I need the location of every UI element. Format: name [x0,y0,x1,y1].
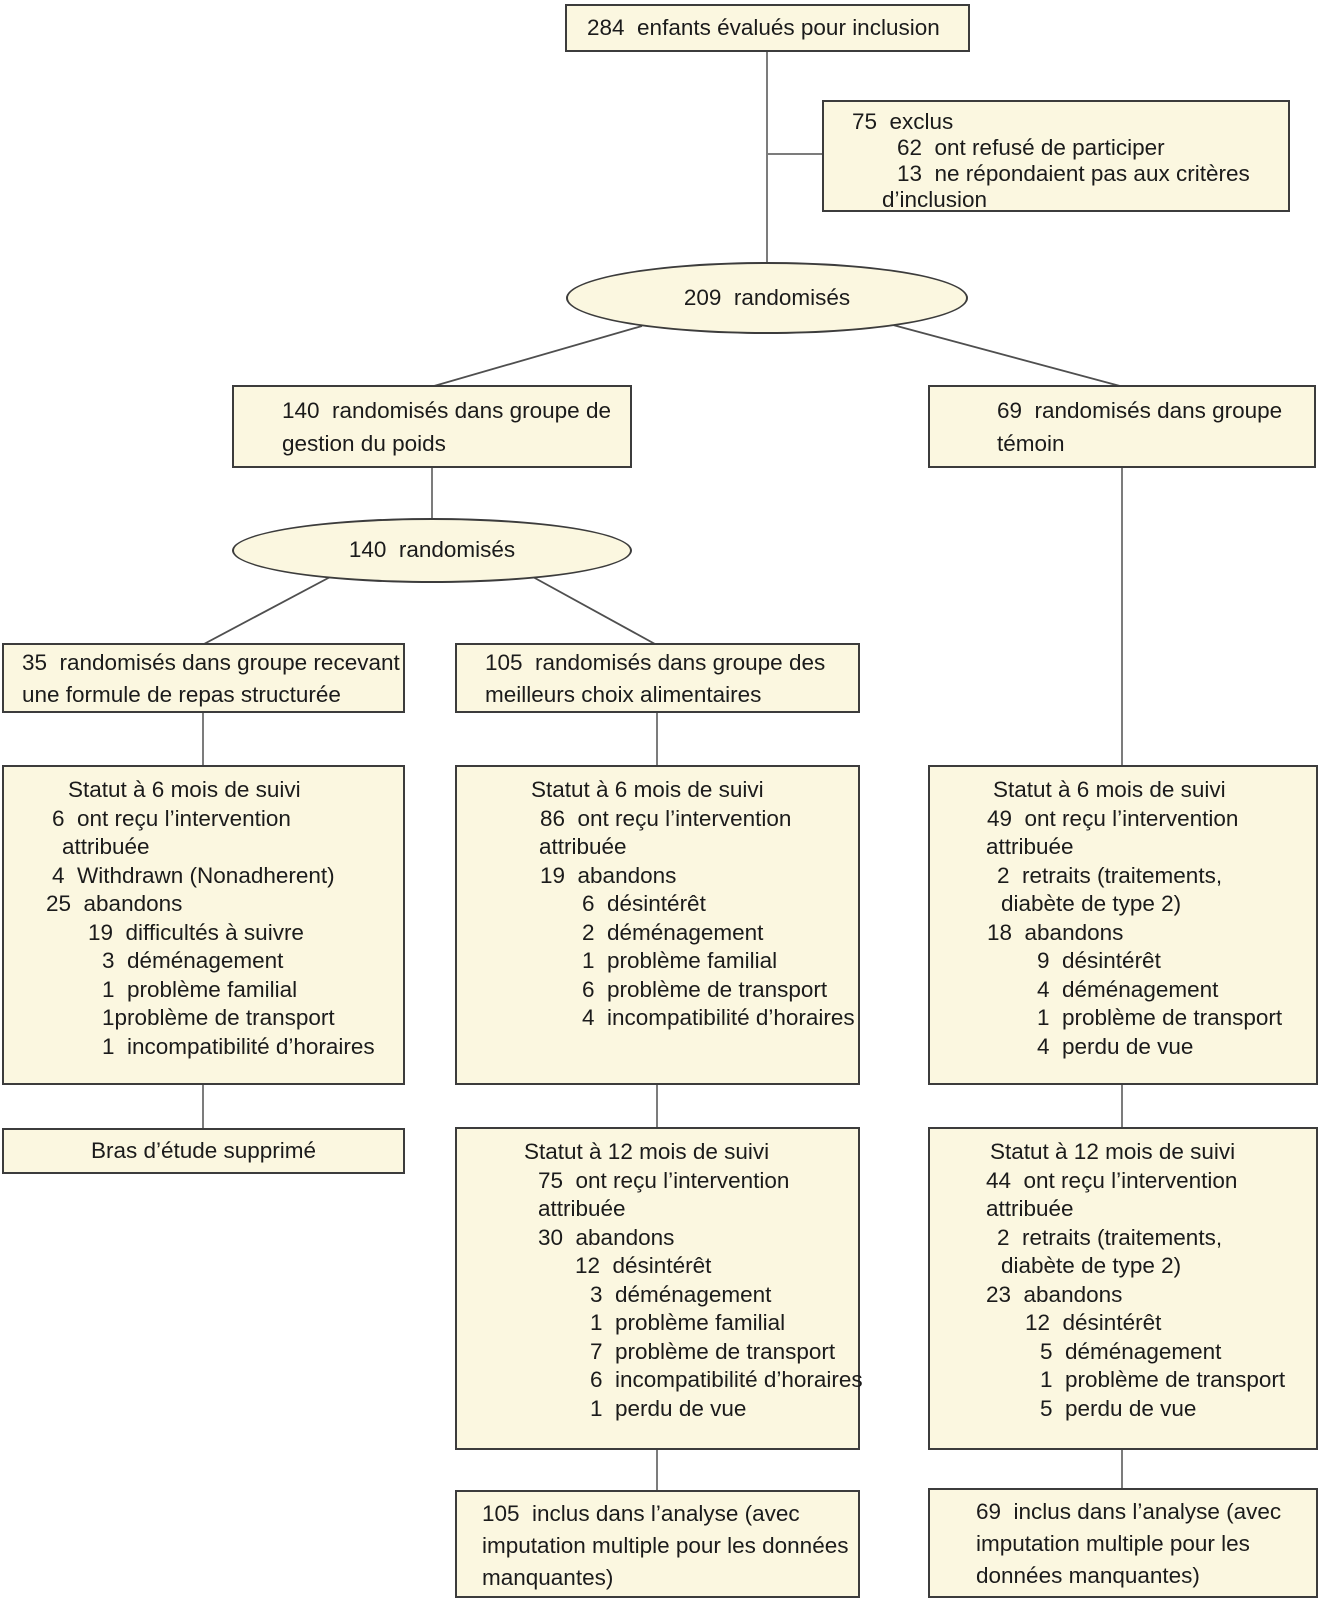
box-line: 75 exclus [852,109,954,134]
box-line: 3 déménagement [102,948,284,973]
node-status12-food [455,1127,863,1450]
box-line: 1 problème de transport [1037,1005,1283,1030]
node-structured-meal-group [2,643,405,713]
node-excluded [822,100,1290,212]
box-line: 25 abandons [46,891,183,916]
node-status6-control [928,765,1318,1085]
box-line: Statut à 6 mois de suivi [68,777,301,802]
box-line: 44 ont reçu l’intervention [986,1167,1238,1193]
box-line: 4 incompatibilité d’horaires [582,1005,855,1030]
box-line: attribuée [539,834,627,859]
connector-food-status6 [656,713,658,765]
box-line: 75 ont reçu l’intervention [538,1167,790,1193]
connector-status6-status12-food [656,1085,658,1127]
box-line: 30 abandons [538,1224,675,1250]
box-line: 105 randomisés dans groupe des [485,650,826,675]
box-line: diabète de type 2) [1001,891,1182,916]
box-line: attribuée [538,1196,626,1221]
node-randomized-weight [232,518,632,583]
box-line: gestion du poids [282,431,446,456]
diagonal-randomized140-meal [204,576,332,644]
node-analysis-control [928,1488,1318,1598]
connector-status12-analysis-food [656,1450,658,1490]
box-line: Statut à 6 mois de suivi [531,777,764,802]
box-line: manquantes) [482,1565,614,1590]
box-line: 2 retraits (traitements, [997,862,1223,888]
node-best-food-group [455,643,860,713]
box-line: 6 incompatibilité d’horaires [590,1367,863,1392]
box-line: une formule de repas structurée [22,682,341,707]
connector-control-status6 [1121,468,1123,765]
box-line: 1 problème familial [102,976,298,1002]
node-status6-meal [2,765,405,1085]
box-line: Statut à 12 mois de suivi [524,1139,770,1164]
box-line: attribuée [62,834,150,859]
node-randomized-weight-text: 140 randomisés [348,537,516,563]
box-line: 62 ont refusé de participer [897,135,1165,160]
connector-status12-analysis-control [1121,1450,1123,1488]
box-line: d’inclusion [882,187,988,212]
box-line: 35 randomisés dans groupe recevant [22,650,400,675]
box-line: imputation multiple pour les [976,1531,1250,1556]
box-line: diabète de type 2) [1001,1253,1182,1278]
box-line: 18 abandons [987,919,1124,945]
node-weight-mgmt-group [232,385,632,468]
node-control-group [928,385,1316,468]
box-line: attribuée [986,1196,1074,1221]
node-assessed [565,4,970,52]
box-line: 1 problème de transport [1040,1367,1286,1392]
box-line: Statut à 12 mois de suivi [990,1139,1236,1164]
node-status6-food [455,765,860,1085]
node-analysis-food [455,1490,860,1598]
box-line: 4 perdu de vue [1037,1033,1194,1059]
box-line: 1 problème familial [590,1310,786,1335]
box-line: 3 déménagement [590,1281,772,1307]
box-line: Statut à 6 mois de suivi [993,777,1226,802]
box-line: 1problème de transport [102,1005,335,1030]
box-line: 23 abandons [986,1281,1123,1307]
connector-assessed-excluded [766,153,822,155]
box-line: 140 randomisés dans groupe de [282,398,611,423]
box-line: 19 difficultés à suivre [88,919,304,945]
diagonal-randomized140-food [533,577,655,644]
box-line: 5 perdu de vue [1040,1395,1197,1421]
box-line: 12 désintérêt [1025,1310,1162,1335]
node-randomized-total-text: 209 randomisés [683,284,851,310]
box-line: 6 désintérêt [582,891,706,916]
connector-assessed-randomized [766,52,768,262]
box-line: meilleurs choix alimentaires [485,682,762,707]
node-arm-discontinued [2,1128,405,1174]
box-line: attribuée [986,834,1074,859]
box-line: 12 désintérêt [575,1253,712,1278]
box-line: 9 désintérêt [1037,948,1161,973]
box-line: 6 problème de transport [582,976,828,1002]
box-line: 2 déménagement [582,919,764,945]
box-line: 13 ne répondaient pas aux critères [897,161,1250,186]
box-line: 49 ont reçu l’intervention [987,805,1239,831]
node-status12-control [928,1127,1318,1450]
diagonal-randomized209-weight [434,326,642,386]
box-line: témoin [997,431,1065,456]
box-line: 1 perdu de vue [590,1395,747,1421]
diagonal-randomized209-control [893,325,1120,386]
box-line: 19 abandons [540,862,677,888]
box-line: 86 ont reçu l’intervention [540,805,792,831]
box-line: 1 incompatibilité d’horaires [102,1033,375,1059]
connector-status6-status12-control [1121,1085,1123,1127]
node-randomized-total [566,262,968,334]
box-line: 105 inclus dans l’analyse (avec [482,1501,800,1526]
box-line: 6 ont reçu l’intervention [52,805,291,831]
box-line: 7 problème de transport [590,1338,836,1364]
box-line: 5 déménagement [1040,1338,1222,1364]
box-line: 69 inclus dans l’analyse (avec [976,1499,1282,1524]
connector-meal-status6 [202,713,204,765]
box-line: 4 déménagement [1037,976,1219,1002]
box-line: 69 randomisés dans groupe [997,398,1283,423]
box-line: imputation multiple pour les données [482,1533,849,1558]
connector-status6-discontinued [202,1085,204,1128]
connector-weight-randomized140 [431,468,433,518]
node-arm-discontinued-text: Bras d’étude supprimé [90,1137,317,1163]
box-line: 2 retraits (traitements, [997,1224,1223,1250]
box-line: données manquantes) [976,1563,1200,1588]
node-assessed-text: 284 enfants évalués pour inclusion [587,15,940,40]
box-line: 1 problème familial [582,948,778,973]
box-line: 4 Withdrawn (Nonadherent) [52,862,335,888]
